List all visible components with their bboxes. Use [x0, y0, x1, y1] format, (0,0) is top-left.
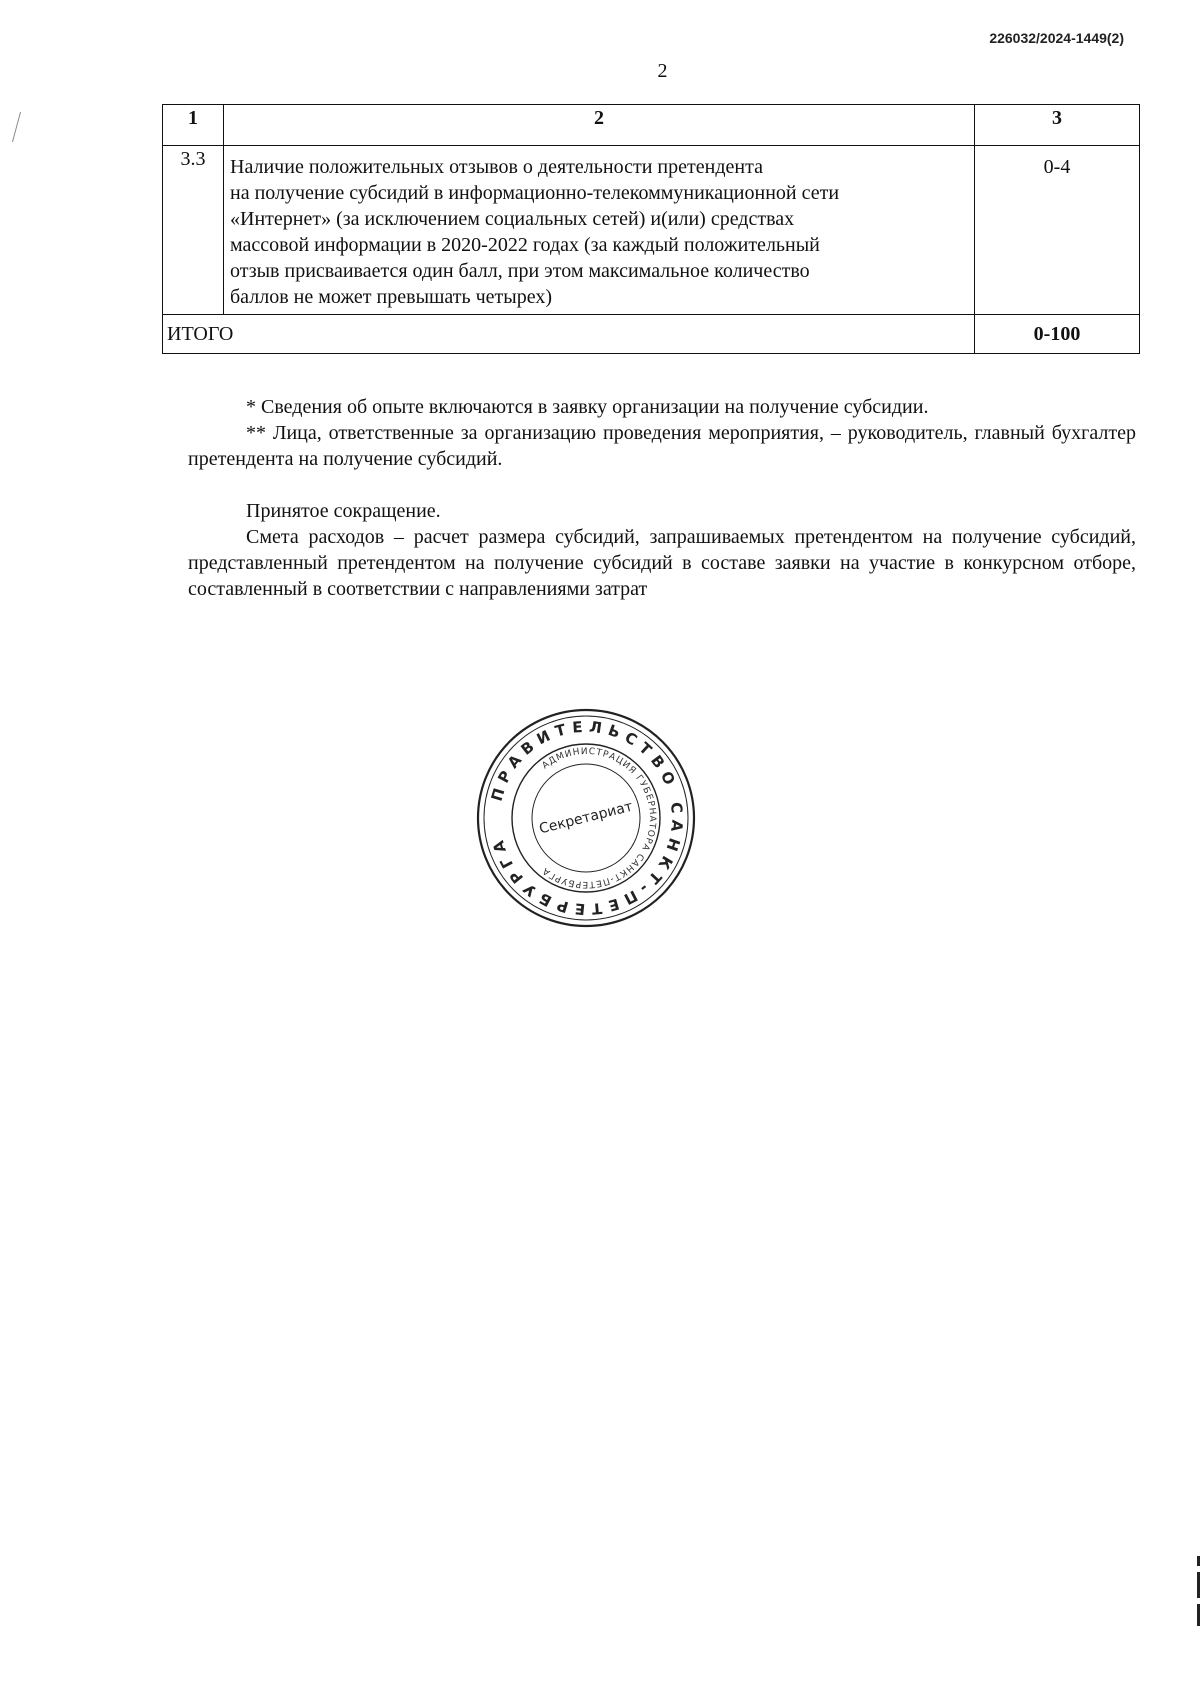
total-value: 0-100 — [975, 315, 1140, 354]
criterion-text-line: массовой информации в 2020-2022 годах (за каждый положительный — [230, 234, 820, 256]
column-header: 3 — [975, 105, 1140, 146]
page-number: 2 — [657, 60, 668, 82]
notes-section — [188, 394, 1136, 602]
criterion-text-line: на получение субсидий в информационно-телекоммуникационной сети — [230, 182, 840, 204]
criterion-text-line: «Интернет» (за исключением социальных сетей) и(или) средствах — [230, 208, 795, 230]
seal-center-text: Секретариат — [537, 798, 635, 838]
seal-outer-text: ПРАВИТЕЛЬСТВО САНКТ-ПЕТЕРБУРГА — [487, 717, 687, 919]
criterion-text-line: отзыв присваивается один балл, при этом максимальное количество — [230, 260, 810, 282]
footnote-responsible: ** Лица, ответственные за организацию проведения мероприятия, – руководитель, главный бухгалтер претендента на получение субсидий. — [188, 422, 1136, 470]
table-header-row — [163, 105, 1140, 146]
table-row — [163, 146, 1140, 315]
criterion-text-line: баллов не может превышать четырех) — [230, 286, 553, 308]
criterion-number: 3.3 — [163, 146, 224, 315]
criteria-table — [162, 104, 1140, 354]
seal-inner-text: АДМИНИСТРАЦИЯ ГУБЕРНАТОРА САНКТ-ПЕТЕРБУРГА — [540, 746, 658, 890]
column-header: 1 — [163, 105, 224, 146]
official-seal — [474, 706, 698, 930]
document-number: 226032/2024-1449(2) — [989, 30, 1124, 46]
criterion-score: 0-4 — [975, 146, 1140, 315]
abbreviation-definition: Смета расходов – расчет размера субсидий, запрашиваемых претендентом на получение субсидий, представленный претендентом на получение субсидий в составе заявки на участие в конкурсном отборе, составленный в соответствии с направлениями затрат — [188, 526, 1136, 600]
total-label: ИТОГО — [163, 315, 975, 354]
footnote-experience: * Сведения об опыте включаются в заявку организации на получение субсидии. — [246, 396, 929, 418]
abbreviation-title: Принятое сокращение. — [246, 500, 441, 522]
criterion-description — [224, 146, 975, 315]
table-total-row — [163, 315, 1140, 354]
criterion-text-line: Наличие положительных отзывов о деятельности претендента — [230, 156, 763, 178]
margin-mark — [12, 112, 23, 142]
column-header: 2 — [224, 105, 975, 146]
